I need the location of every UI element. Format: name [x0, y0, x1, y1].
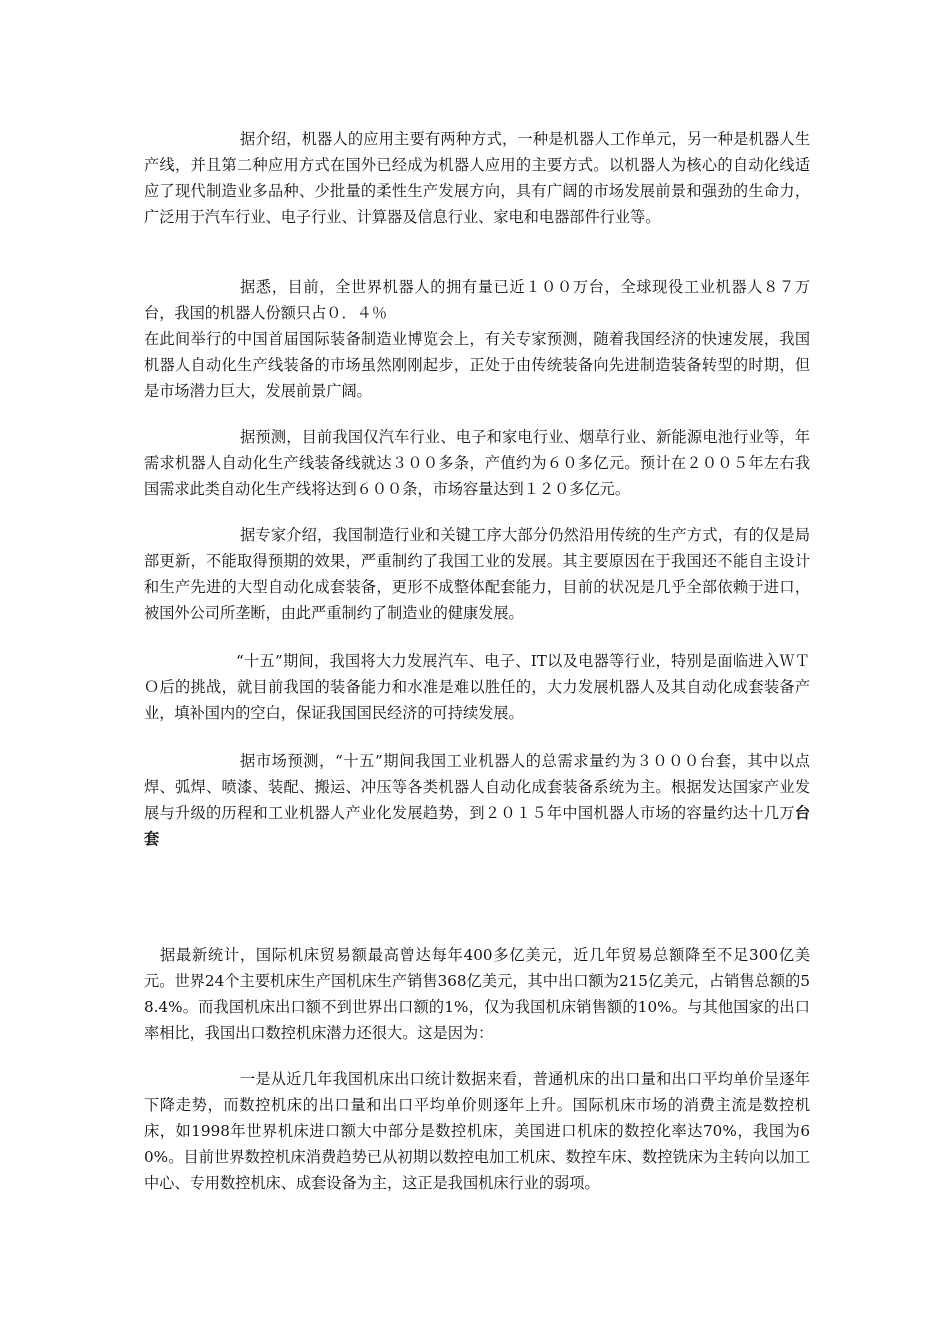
paragraph-robot-ownership: [144, 274, 810, 404]
paragraph-robot-applications: 据介绍，机器人的应用主要有两种方式，一种是机器人工作单元，另一种是机器人生产线，并且第二种应用方式在国外已经成为机器人应用的主要方式。以机器人为核心的自动化线适应了现代制造业多品种、少批量的柔性生产发展方向，具有广阔的市场发展前景和强劲的生命力，广泛用于汽车行业、电子行业、计算器及信息行业、家电和电器部件行业等。: [144, 130, 810, 226]
market-forecast-text: 据市场预测，“十五”期间我国工业机器人的总需求量约为３０００台套，其中以点焊、弧焊、喷漆、装配、搬运、冲压等各类机器人自动化成套装备系统为主。根据发达国家产业发展与升级的历程和工业机器人产业化发展趋势，到２０１５年中国机器人市场的容量约达十几万: [144, 752, 810, 822]
robot-ownership-text: 据悉，目前，全世界机器人的拥有量已近１００万台，全球现役工业机器人８７万台，我国的机器人份额只占０．４％: [144, 278, 810, 322]
market-forecast-bold-tail: 台套: [144, 804, 810, 848]
paragraph-machine-tool-trade: 据最新统计，国际机床贸易额最高曾达每年400多亿美元，近几年贸易总额降至不足300亿美元。世界24个主要机床生产国机床生产销售368亿美元，其中出口额为215亿美元，占销售总额的58.4%。而我国机床出口额不到世界出口额的1%，仅为我国机床销售额的10%。与其他国家的出口率相比，我国出口数控机床潜力还很大。这是因为：: [144, 946, 810, 1042]
paragraph-demand-forecast: 据预测，目前我国仅汽车行业、电子和家电行业、烟草行业、新能源电池行业等，年需求机器人自动化生产线装备线就达３００多条，产值约为６０多亿元。预计在２００５年左右我国需求此类自动化生产线将达到６００条，市场容量达到１２０多亿元。: [144, 428, 810, 498]
paragraph-market-forecast: [144, 748, 810, 852]
expo-forecast-text: 在此间举行的中国首届国际装备制造业博览会上，有关专家预测，随着我国经济的快速发展，我国机器人自动化生产线装备的市场虽然刚刚起步，正处于由传统装备向先进制造装备转型的时期，但是市场潜力巨大，发展前景广阔。: [144, 330, 810, 400]
paragraph-export-analysis: 一是从近几年我国机床出口统计数据来看，普通机床的出口量和出口平均单价呈逐年下降走势，而数控机床的出口量和出口平均单价则逐年上升。国际机床市场的消费主流是数控机床，如1998年世界机床进口额大中部分是数控机床，美国进口机床的数控化率达70%，我国为60%。目前世界数控机床消费趋势已从初期以数控电加工机床、数控车床、数控铣床为主转向以加工中心、专用数控机床、成套设备为主，这正是我国机床行业的弱项。: [144, 1070, 810, 1192]
paragraph-expert-intro: 据专家介绍，我国制造行业和关键工序大部分仍然沿用传统的生产方式，有的仅是局部更新，不能取得预期的效果，严重制约了我国工业的发展。其主要原因在于我国还不能自主设计和生产先进的大型自动化成套装备，更形不成整体配套能力，目前的状况是几乎全部依赖于进口，被国外公司所垄断，由此严重制约了制造业的健康发展。: [144, 526, 810, 622]
paragraph-tenth-five-year-plan: “十五”期间，我国将大力发展汽车、电子、IT以及电器等行业，特别是面临进入ＷＴＯ后的挑战，就目前我国的装备能力和水准是难以胜任的，大力发展机器人及其自动化成套装备产业，填补国内的空白，保证我国国民经济的可持续发展。: [144, 652, 810, 722]
